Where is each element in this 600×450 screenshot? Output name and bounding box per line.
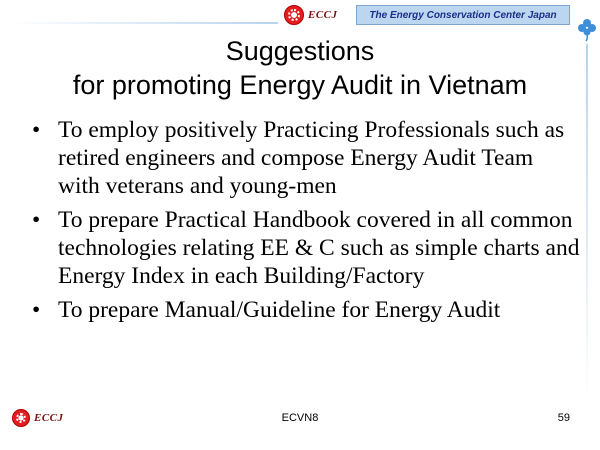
- footer-slide-code: ECVN8: [281, 412, 319, 424]
- eccj-logo-icon: [284, 5, 304, 25]
- title-line-1: Suggestions: [225, 36, 375, 66]
- bullet-item: [30, 116, 580, 200]
- organization-banner: [356, 5, 570, 25]
- bullet-marker: •: [32, 207, 41, 233]
- bullet-item: [30, 206, 580, 290]
- header-logo-text: ECCJ: [308, 9, 338, 21]
- bullet-item: [30, 296, 580, 324]
- title-line-2: for promoting Energy Audit in Vietnam: [72, 70, 528, 100]
- organization-name: The Energy Conservation Center Japan: [369, 9, 557, 21]
- page-number: 59: [557, 412, 570, 424]
- bullet-text: To prepare Practical Handbook covered in all common technologies relating EE & C such as simple charts and Energy Index in each Building/Factory: [58, 207, 580, 289]
- bullet-text: To employ positively Practicing Professionals such as retired engineers and compose Energy Audit Team with veterans and young-men: [58, 117, 565, 199]
- header-divider: [8, 22, 278, 24]
- slide-title: [0, 34, 600, 102]
- footer-logo-text: ECCJ: [34, 412, 64, 424]
- bullet-marker: •: [32, 117, 41, 143]
- bullet-list: [30, 116, 580, 330]
- bullet-text: To prepare Manual/Guideline for Energy Audit: [58, 297, 501, 323]
- bullet-marker: •: [32, 297, 41, 323]
- header-eccj-logo: [284, 4, 354, 26]
